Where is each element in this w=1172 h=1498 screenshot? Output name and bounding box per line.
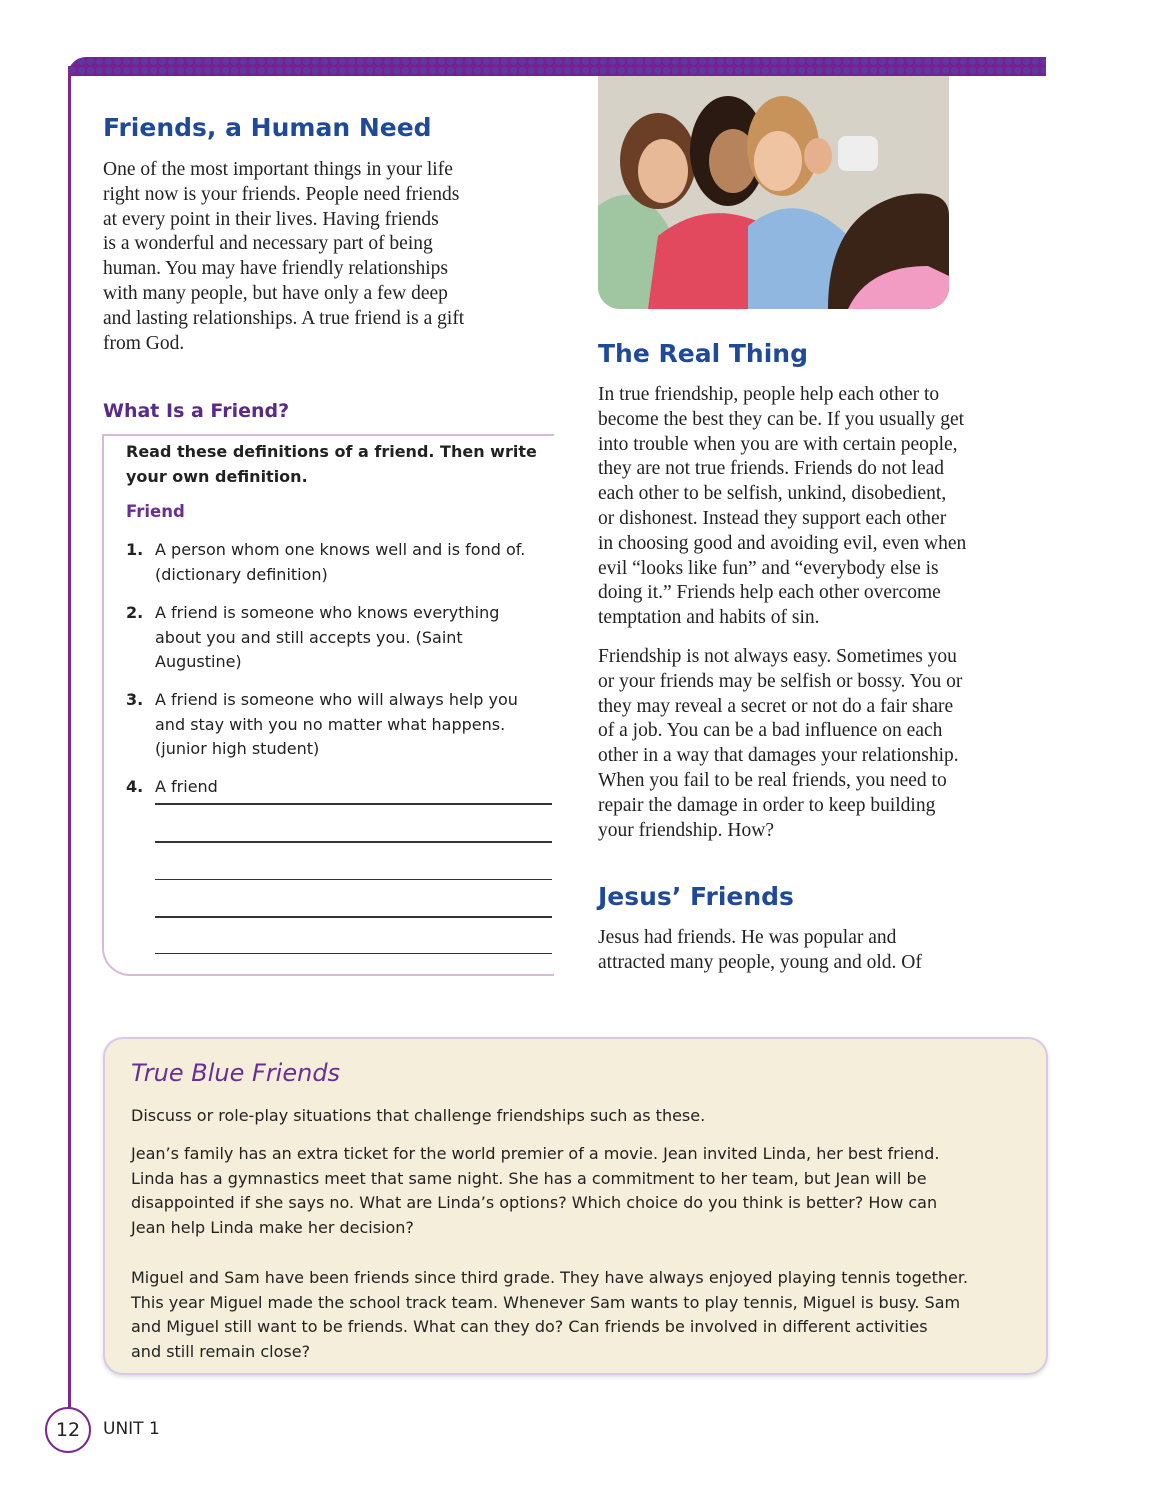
margin-rule [68, 66, 71, 1408]
item-text: A friend is someone who knows everything about you and still accepts you. (Saint Augustine) [155, 603, 500, 671]
write-in-line[interactable] [155, 916, 552, 918]
real-thing-paragraph-1: In true friendship, people help each other to become the best they can be. If you usually get into trouble when you are with certain people, they are not true friends. Friends do not lead each other to be selfish, unkind, disobedient, or dishonest. Instead they support each other in choosing good and avoiding evil, even when evil “looks like fun” and “everybody else is doing it.” Friends help each other overcome temptation and habits of sin. [598, 384, 967, 629]
box-scenario-2: Miguel and Sam have been friends since third grade. They have always enjoyed playing tennis together. This year Miguel made the school track team. Whenever Sam wants to play tennis, Miguel is busy. Sam and Miguel still want to be friends. What can they do? Can friends be involved in different activities and still remain close? [131, 1268, 969, 1361]
real-thing-paragraph-2: Friendship is not always easy. Sometimes you or your friends may be selfish or bossy. You or they may reveal a secret or not do a fair share of a job. You can be a bad influence on each other in a way that damages your relationship. When you fail to be real friends, you need to repair the damage in order to keep building your friendship. How? [598, 646, 963, 841]
section-heading-real-thing: The Real Thing [598, 339, 808, 368]
write-in-line[interactable] [155, 803, 552, 805]
item-number: 2. [126, 603, 144, 622]
unit-label: UNIT 1 [103, 1419, 160, 1439]
item-text: A person whom one knows well and is fond of. (dictionary definition) [155, 540, 526, 584]
definition-item [126, 775, 218, 800]
item-number: 4. [126, 777, 144, 796]
write-in-line[interactable] [155, 841, 552, 843]
write-in-line[interactable] [155, 879, 552, 880]
definition-item [126, 601, 499, 675]
write-in-line[interactable] [155, 953, 552, 954]
activity-heading: What Is a Friend? [103, 400, 290, 422]
photo-illustration [598, 76, 949, 309]
item-number: 1. [126, 540, 144, 559]
item-text: A friend [155, 777, 218, 796]
intro-paragraph: One of the most important things in your life right now is your friends. People need friends at every point in their lives. Having friends is a wonderful and necessary part of being human. You may have friendly relationships with many people, but have only a few deep and lasting relationships. A true friend is a gift from God. [103, 159, 465, 354]
definition-item [126, 538, 525, 587]
section-heading-jesus-friends: Jesus’ Friends [598, 882, 794, 911]
item-text: A friend is someone who will always help you and stay with you no matter what happens. (junior high student) [155, 690, 518, 758]
decorative-top-band [68, 57, 1046, 76]
section-heading-friends-human-need: Friends, a Human Need [103, 113, 432, 142]
box-intro: Discuss or role-play situations that challenge friendships such as these. [131, 1106, 706, 1125]
jesus-friends-paragraph: Jesus had friends. He was popular and attracted many people, young and old. Of [598, 927, 922, 973]
true-blue-friends-box [103, 1037, 1048, 1375]
definition-item [126, 688, 518, 762]
term-label: Friend [126, 502, 185, 521]
page-number: 12 [45, 1407, 91, 1453]
box-title: True Blue Friends [131, 1059, 341, 1087]
box-scenario-1: Jean’s family has an extra ticket for the world premier of a movie. Jean invited Linda, her best friend. Linda has a gymnastics meet that same night. She has a commitment to her team, but Jean will be disappointed if she says no. What are Linda’s options? Which choice do you think is better? How can Jean help Linda make her decision? [131, 1144, 940, 1237]
friends-photo [598, 76, 949, 309]
activity-instructions: Read these definitions of a friend. Then write your own definition. [126, 442, 537, 486]
item-number: 3. [126, 690, 144, 709]
